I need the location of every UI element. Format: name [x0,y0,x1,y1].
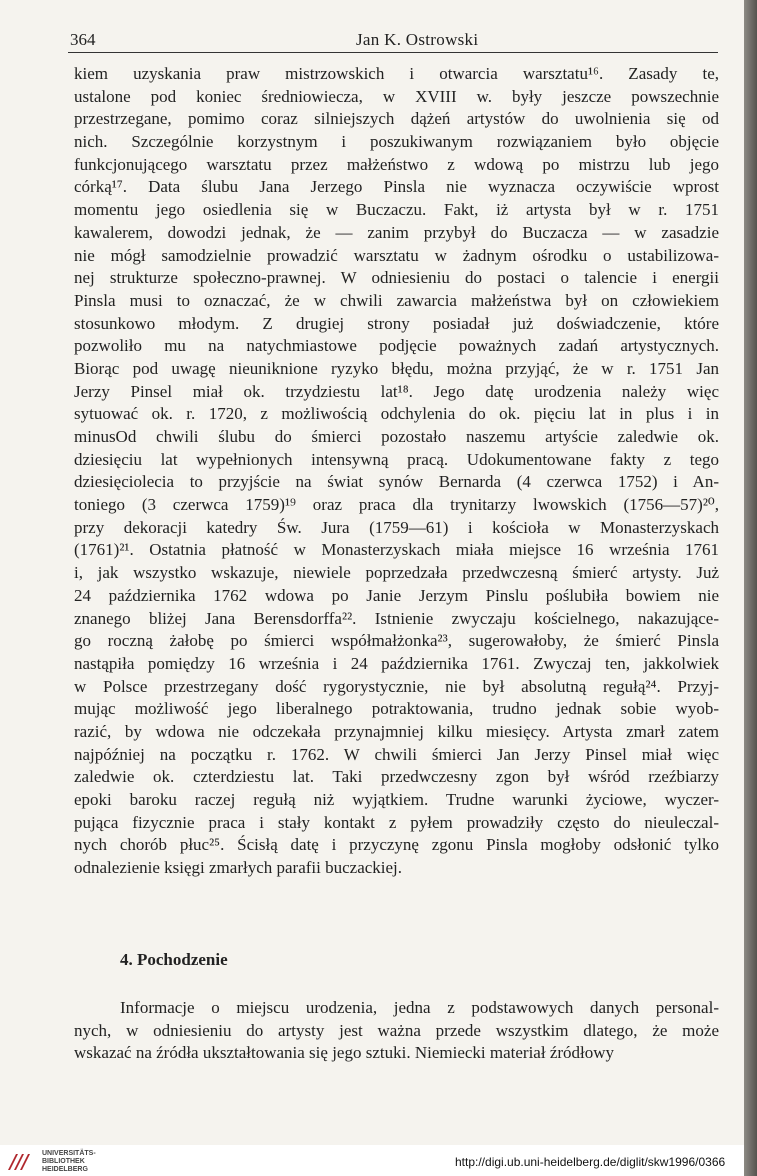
text-line: minusOd chwili ślubu do śmierci pozostało naszemu artyście zaledwie ok. [74,427,719,446]
text-line: Pinsla musi to oznaczać, że w chwili zawarcia małżeństwa był on człowiekiem [74,290,719,310]
text-line: epoki baroku raczej regułą niż wyjątkiem. Trudne warunki życiowe, wyczer- [74,790,719,809]
text-line: pozwoliło mu na natychmiastowe podjęcie poważnych zadań artystycznych. [74,336,719,356]
text-line: nych, w odniesieniu do artysty jest ważna przede wszystkim dlatego, że może [74,1020,719,1040]
text-line: nych chorób płuc²⁵. Ścisłą datę i przyczynę zgonu Pinsla mogłoby odsłonić tylko [74,835,719,855]
text-line: Biorąc pod uwagę nieuniknione ryzyko błędu, można przyjąć, że w r. 1751 Jan [74,358,719,378]
source-url[interactable]: http://digi.ub.uni-heidelberg.de/diglit/skw1996/0366 [455,1155,726,1169]
text-line: kiem uzyskania praw mistrzowskich i otwarcia warsztatu¹⁶. Zasady te, [74,64,719,83]
section-heading: 4. Pochodzenie [120,950,228,969]
page-edge-shadow [744,0,757,1176]
running-head: Jan K. Ostrowski [356,30,479,49]
page-header [68,30,718,52]
text-line: najpóźniej na początku r. 1762. W chwili śmierci Jan Jerzy Pinsel miał więc [74,744,719,764]
text-line: momentu jego osiedlenia się w Buczaczu. Fakt, iż artysta był w r. 1751 [74,200,719,220]
text-line: odnalezienie księgi zmarłych parafii buczackiej. [74,858,403,878]
text-line: przy dekoracji katedry Św. Jura (1759—61) i kościoła w Monasterzyskach [74,517,719,537]
text-line: ustalone pod koniec średniowiecza, w XVIII w. były jeszcze powszechnie [74,86,719,106]
text-line: sytuować ok. r. 1720, z możliwością odchylenia do ok. pięciu lat in plus i in [74,404,719,424]
text-line: i, jak wszystko wskazuje, niewiele poprzedzała przedwczesną śmierć artysty. Już [74,563,719,583]
text-line: znanego bliżej Jana Berensdorffa²². Istnienie zwyczaju kościelnego, nakazujące- [74,608,719,628]
text-line: (1761)²¹. Ostatnia płatność w Monasterzyskach miała miejsce 16 września 1761 [74,540,719,560]
text-line: dziesięciu lat wypełnionych intensywną pracą. Udokumentowane fakty z tego [74,449,719,469]
text-line: toniego (3 czerwca 1759)¹⁹ oraz praca dla trynitarzy lwowskich (1756—57)²⁰, [74,495,719,515]
text-line: razić, by wdowa nie odczekała przynajmniej kilku miesięcy. Artysta zmarł zatem [74,721,719,741]
section-paragraph [74,997,719,1065]
text-line: dziesięciolecia to przyjście na świat synów Bernarda (4 czerwca 1752) i An- [74,472,719,492]
text-line: go roczną żałobę po śmierci współmałżonka²³, sugerowałoby, że śmierć Pinsla [74,631,719,651]
text-line: wskazać na źródła ukształtowania się jego sztuki. Niemiecki materiał źródłowy [74,1043,615,1063]
text-line: w Polsce przestrzegany dość rygorystycznie, nie był absolutną regułą²⁴. Przyj- [74,676,719,696]
text-line: Informacje o miejscu urodzenia, jedna z podstawowych danych personal- [120,998,719,1017]
text-line: nich. Szczególnie korzystnym i poszukiwanym rozwiązaniem było objęcie [74,132,719,152]
text-line: mując możliwość jego liberalnego potraktowania, trudno jednak sobie wyob- [74,699,719,719]
text-line: pująca fizycznie praca i stały kontakt z pyłem prowadziły często do nieuleczal- [74,812,719,832]
text-line: Jerzy Pinsel miał ok. trzydziestu lat¹⁸. Jego datę urodzenia należy więc [74,381,719,401]
text-line: nastąpiła pomiędzy 16 września i 24 października 1761. Zwyczaj ten, jakkolwiek [74,653,719,673]
body-paragraph [74,63,719,880]
header-rule [68,52,718,53]
text-line: córką¹⁷. Data ślubu Jana Jerzego Pinsla nie wyznacza oczywiście wprost [74,177,719,197]
text-line: zaledwie ok. czterdziestu lat. Taki przedwczesny zgon był wśród rzeźbiarzy [74,767,719,787]
library-name: UNIVERSITÄTS- BIBLIOTHEK HEIDELBERG [42,1150,96,1173]
text-line: 24 października 1762 wdowa po Janie Jerzym Pinslu poślubiła bowiem nie [74,585,719,605]
text-line: nej strukturze społeczno-prawnej. W odniesieniu do postaci o talencie i energii [74,268,719,288]
text-line: nie mógł samodzielnie prowadzić warsztatu w żadnym ośrodku o ustabilizowa- [74,245,719,265]
page-number: 364 [70,30,96,49]
text-line: stosunkowo młodym. Z drugiej strony posiadał już doświadczenie, które [74,313,719,333]
library-logo-icon [6,1152,36,1172]
text-line: kawalerem, dowodzi jednak, że — zanim przybył do Buczacza — w zasadzie [74,222,719,242]
text-line: przestrzegane, pomimo coraz silniejszych dążeń artystów do uwolnienia się od [74,109,719,129]
text-line: funkcjonującego warsztatu przez małżeństwo z wdową po mistrzu lub jego [74,154,719,174]
